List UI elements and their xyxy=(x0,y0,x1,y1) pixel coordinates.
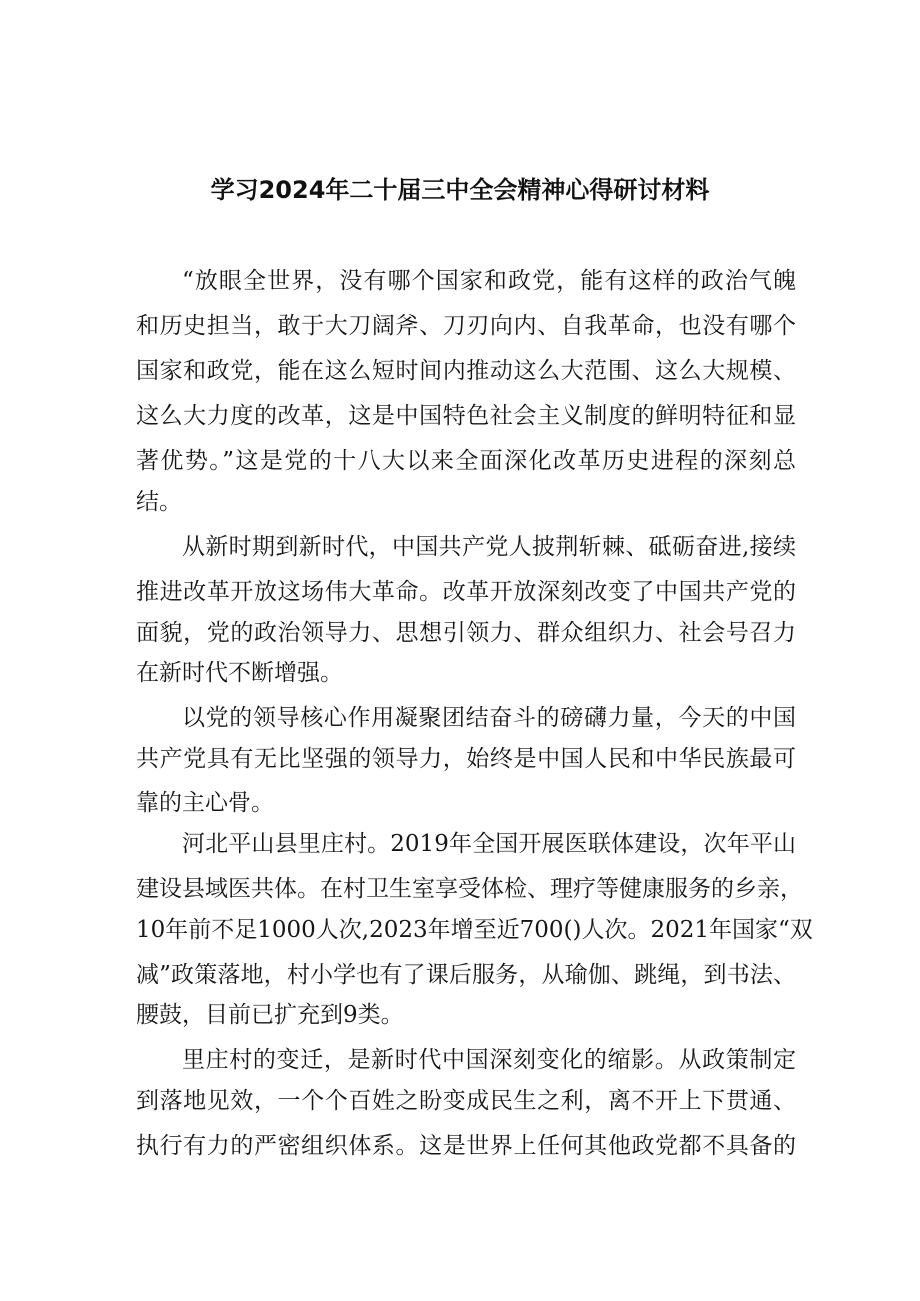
paragraph-5-line-1: 里庄村的变迁，是新时代中国深刻变化的缩影。从政策制定 xyxy=(182,1047,796,1073)
paragraph-1-line-6: 结。 xyxy=(136,489,182,515)
paragraph-4-line-5: 腰鼓，目前已扩充到9类。 xyxy=(136,1002,404,1028)
paragraph-4-line-3: 10年前不足1000人次,2023年增至近700()人次。2021年国家“双 xyxy=(136,917,813,943)
paragraph-4-line-2: 建设县域医共体。在村卫生室享受体检、理疗等健康服务的乡亲， xyxy=(136,876,803,902)
document-title: 学习2024年二十届三中全会精神心得研讨材料 xyxy=(210,176,710,204)
paragraph-1-line-3: 国家和政党，能在这么短时间内推动这么大范围、这么大规模、 xyxy=(136,358,796,384)
paragraph-2-line-3: 面貌，党的政治领导力、思想引领力、群众组织力、社会号召力 xyxy=(136,620,796,646)
paragraph-2-line-2: 推进改革开放这场伟大革命。改革开放深刻改变了中国共产党的 xyxy=(136,579,796,605)
paragraph-5-line-3: 执行有力的严密组织体系。这是世界上任何其他政党都不具备的 xyxy=(136,1133,796,1159)
paragraph-2-line-4: 在新时代不断增强。 xyxy=(136,660,343,686)
paragraph-5-line-2: 到落地见效，一个个百姓之盼变成民生之利，离不开上下贯通、 xyxy=(136,1088,796,1114)
paragraph-4-line-1: 河北平山县里庄村。2019年全国开展医联体建设，次年平山 xyxy=(182,831,796,857)
paragraph-3-line-3: 靠的主心骨。 xyxy=(136,790,274,816)
paragraph-1-line-5: 著优势。”这是党的十八大以来全面深化改革历史进程的深刻总 xyxy=(136,448,796,474)
paragraph-1-line-4: 这么大力度的改革，这是中国特色社会主义制度的鲜明特征和显 xyxy=(136,403,796,429)
paragraph-3-line-2: 共产党具有无比坚强的领导力，始终是中国人民和中华民族最可 xyxy=(136,746,796,772)
paragraph-1-line-1: “放眼全世界，没有哪个国家和政党，能有这样的政治气魄 xyxy=(182,268,796,294)
paragraph-2-line-1: 从新时期到新时代，中国共产党人披荆斩棘、砥砺奋进,接续 xyxy=(182,534,796,560)
paragraph-1-line-2: 和历史担当，敢于大刀阔斧、刀刃向内、自我革命，也没有哪个 xyxy=(136,313,796,339)
paragraph-4-line-4: 减”政策落地，村小学也有了课后服务，从瑜伽、跳绳，到书法、 xyxy=(136,962,796,988)
paragraph-3-line-1: 以党的领导核心作用凝聚团结奋斗的磅礴力量，今天的中国 xyxy=(182,705,796,731)
